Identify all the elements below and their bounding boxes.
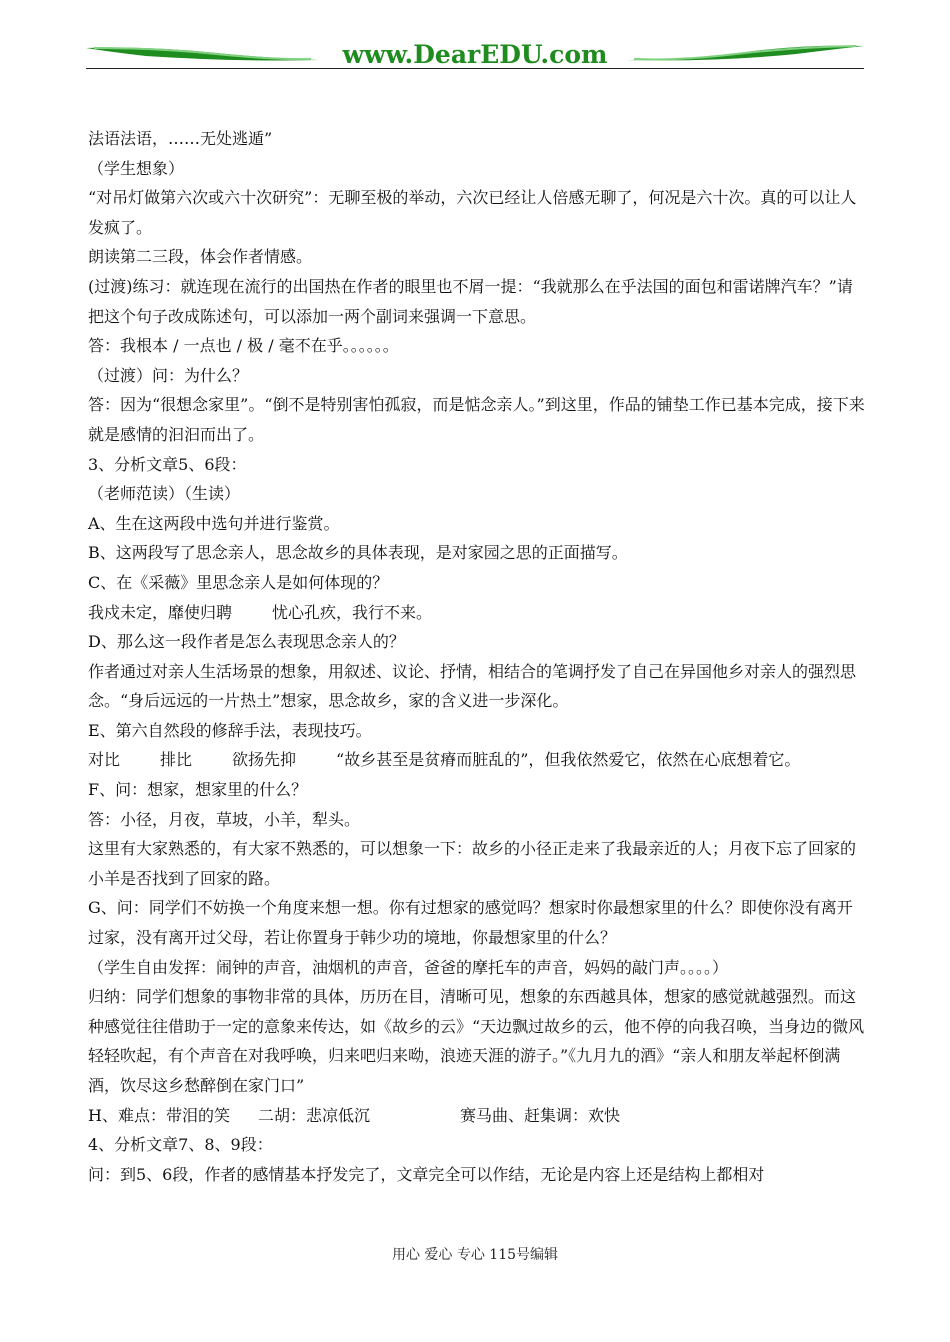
paragraph: (过渡)练习：就连现在流行的出国热在作者的眼里也不屑一提：“我就那么在乎法国的面包和雷诺牌汽车？”请把这个句子改成陈述句，可以添加一两个副词来强调一下意思。 xyxy=(88,276,853,326)
paragraph: 问：到5、6段，作者的感情基本抒发完了，文章完全可以作结，无论是内容上还是结构上都相对 xyxy=(88,1164,765,1184)
paragraph: （学生自由发挥：闹钟的声音，油烟机的声音，爸爸的摩托车的声音，妈妈的敲门声。。。。） xyxy=(88,957,729,977)
difficulty-erhu: 二胡：悲凉低沉 xyxy=(257,1105,370,1125)
difficulty-label: H、难点：带泪的笑 xyxy=(88,1105,230,1125)
site-header-banner xyxy=(86,36,864,70)
paragraph: 法语法语，……无处逃遁” xyxy=(88,129,273,148)
verse-line xyxy=(88,598,868,628)
paragraph: “对吊灯做第六次或六十次研究”：无聊至极的举动，六次已经让人倍感无聊了，何况是六十次。真的可以让人发疯了。 xyxy=(88,188,857,237)
paragraph: 归纳：同学们想象的事物非常的具体，历历在目，清晰可见，想象的东西越具体，想家的感觉就越强烈。而这种感觉往往借助于一定的意象来传达，如《故乡的云》“天边飘过故乡的云，他不停的向我召唤，当身边的微风轻轻吹起，有个声音在对我呼唤，归来吧归来呦，浪迹天涯的游子。”《九月九的酒》“亲人和朋友举起杯倒满酒，饮尽这乡愁醉倒在家门口” xyxy=(88,987,865,1095)
difficulty-saima: 赛马曲、赶集调：欢快 xyxy=(459,1105,620,1125)
section-heading: 4、分析文章7、8、9段： xyxy=(88,1135,273,1155)
paragraph: G、问：同学们不妨换一个角度来想一想。你有过想家的感觉吗？想家时你最想家里的什么？即使你没有离开过家，没有离开过父母，若让你置身于韩少功的境地，你最想家里的什么？ xyxy=(88,898,853,948)
document-body xyxy=(88,124,868,1189)
leaf-swoosh-logo xyxy=(86,36,864,70)
difficulty-line xyxy=(88,1101,868,1131)
paragraph: A、生在这两段中选句并进行鉴赏。 xyxy=(88,513,340,533)
paragraph: 作者通过对亲人生活场景的想象，用叙述、议论、抒情，相结合的笔调抒发了自己在异国他乡对亲人的强烈思念。“身后远远的一片热土”想家，思念故乡，家的含义进一步深化。 xyxy=(88,661,857,711)
techniques-line xyxy=(88,745,868,775)
paragraph: D、那么这一段作者是怎么表现思念亲人的？ xyxy=(88,632,405,652)
paragraph: （过渡）问：为什么？ xyxy=(88,365,249,385)
verse-part-2: 忧心孔疚，我行不来。 xyxy=(272,602,433,622)
paragraph: （老师范读）（生读） xyxy=(88,484,241,504)
paragraph: 答：我根本 / 一点也 / 极 / 毫不在乎。。。。。。 xyxy=(88,336,399,356)
verse-part-1: 我戍未定，靡使归聘 xyxy=(88,602,233,622)
paragraph: 朗读第二三段，体会作者情感。 xyxy=(88,247,313,267)
paragraph: F、问：想家，想家里的什么？ xyxy=(88,780,308,800)
page-footer: 用心 爱心 专心 115号编辑 xyxy=(391,1247,559,1263)
section-heading: 3、分析文章5、6段： xyxy=(88,454,247,474)
technique-quote: “故乡甚至是贫瘠而脏乱的”，但我依然爱它，依然在心底想着它。 xyxy=(336,750,801,770)
paragraph: C、在《采薇》里思念亲人是如何体现的？ xyxy=(88,572,389,592)
paragraph: （学生想象） xyxy=(88,158,185,178)
technique-parallelism: 排比 xyxy=(160,750,193,770)
header-divider xyxy=(86,68,864,69)
technique-contrast: 对比 xyxy=(88,750,121,770)
paragraph: 答：小径，月夜，草坡，小羊，犁头。 xyxy=(88,809,361,829)
paragraph: B、这两段写了思念亲人，思念故乡的具体表现，是对家园之思的正面描写。 xyxy=(88,543,628,563)
paragraph: E、第六自然段的修辞手法，表现技巧。 xyxy=(88,720,372,740)
technique-suppression: 欲扬先抑 xyxy=(232,750,297,770)
paragraph: 答：因为“很想念家里”。“倒不是特别害怕孤寂，而是惦念亲人。”到这里，作品的铺垫工作已基本完成，接下来就是感情的汩汩而出了。 xyxy=(88,395,865,444)
paragraph: 这里有大家熟悉的，有大家不熟悉的，可以想象一下：故乡的小径正走来了我最亲近的人；月夜下忘了回家的小羊是否找到了回家的路。 xyxy=(88,839,857,888)
site-logo-text: www.DearEDU.com xyxy=(342,40,608,69)
